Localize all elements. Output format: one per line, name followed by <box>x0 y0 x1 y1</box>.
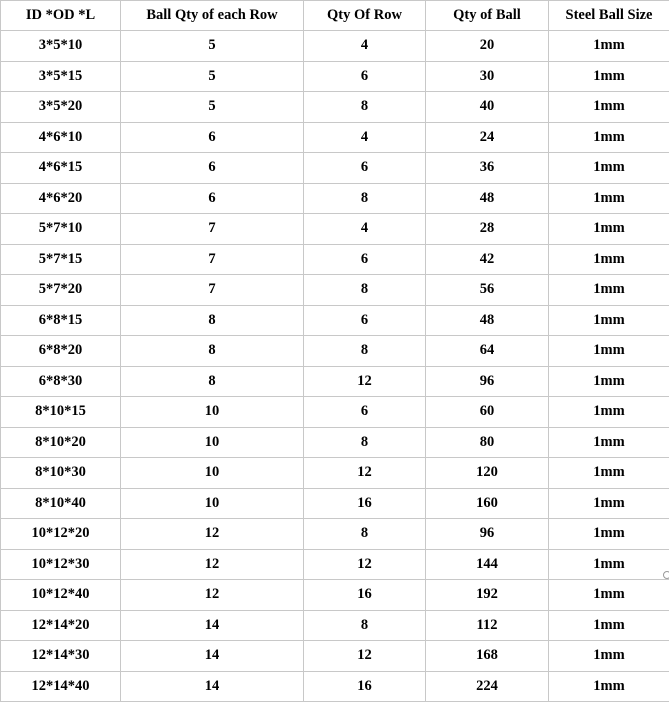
header-ball-qty-each-row: Ball Qty of each Row <box>121 1 304 31</box>
cell-steel-ball-size: 1mm <box>549 580 669 611</box>
cell-qty-of-row: 8 <box>304 275 426 306</box>
cell-qty-of-row: 6 <box>304 397 426 428</box>
table-body <box>1 31 669 702</box>
table-row <box>1 61 669 92</box>
cell-qty-of-row: 16 <box>304 580 426 611</box>
header-id-od-l: ID *OD *L <box>1 1 121 31</box>
cell-steel-ball-size: 1mm <box>549 641 669 672</box>
header-qty-of-ball: Qty of Ball <box>426 1 549 31</box>
cell-qty-of-row: 6 <box>304 61 426 92</box>
cell-steel-ball-size: 1mm <box>549 366 669 397</box>
cell-qty-of-ball: 144 <box>426 549 549 580</box>
cell-steel-ball-size: 1mm <box>549 488 669 519</box>
cell-ball-qty-each-row: 7 <box>121 275 304 306</box>
cell-steel-ball-size: 1mm <box>549 275 669 306</box>
cell-id-od-l: 4*6*20 <box>1 183 121 214</box>
table-row <box>1 397 669 428</box>
cell-qty-of-row: 8 <box>304 427 426 458</box>
table-row <box>1 92 669 123</box>
cell-steel-ball-size: 1mm <box>549 427 669 458</box>
cell-steel-ball-size: 1mm <box>549 244 669 275</box>
table-row <box>1 671 669 702</box>
table-row <box>1 488 669 519</box>
table-header <box>1 1 669 31</box>
table-row <box>1 580 669 611</box>
cell-ball-qty-each-row: 5 <box>121 31 304 62</box>
cell-qty-of-ball: 96 <box>426 366 549 397</box>
cell-steel-ball-size: 1mm <box>549 31 669 62</box>
cell-ball-qty-each-row: 10 <box>121 397 304 428</box>
cell-qty-of-ball: 60 <box>426 397 549 428</box>
cell-qty-of-ball: 120 <box>426 458 549 489</box>
cell-qty-of-ball: 40 <box>426 92 549 123</box>
table-row <box>1 214 669 245</box>
cell-id-od-l: 12*14*30 <box>1 641 121 672</box>
cell-steel-ball-size: 1mm <box>549 610 669 641</box>
table-row <box>1 31 669 62</box>
cell-steel-ball-size: 1mm <box>549 305 669 336</box>
table-row <box>1 519 669 550</box>
cell-ball-qty-each-row: 5 <box>121 92 304 123</box>
table-row <box>1 366 669 397</box>
table-row <box>1 610 669 641</box>
cell-qty-of-ball: 96 <box>426 519 549 550</box>
cell-qty-of-ball: 48 <box>426 183 549 214</box>
cell-qty-of-ball: 24 <box>426 122 549 153</box>
cell-ball-qty-each-row: 6 <box>121 122 304 153</box>
cell-id-od-l: 8*10*40 <box>1 488 121 519</box>
cell-id-od-l: 5*7*20 <box>1 275 121 306</box>
cell-qty-of-ball: 112 <box>426 610 549 641</box>
header-qty-of-row: Qty Of Row <box>304 1 426 31</box>
cell-id-od-l: 5*7*15 <box>1 244 121 275</box>
cell-ball-qty-each-row: 12 <box>121 549 304 580</box>
cell-qty-of-ball: 28 <box>426 214 549 245</box>
cell-id-od-l: 10*12*40 <box>1 580 121 611</box>
cell-ball-qty-each-row: 10 <box>121 427 304 458</box>
cell-id-od-l: 5*7*10 <box>1 214 121 245</box>
cell-qty-of-row: 4 <box>304 31 426 62</box>
cell-id-od-l: 3*5*20 <box>1 92 121 123</box>
cell-steel-ball-size: 1mm <box>549 214 669 245</box>
cell-id-od-l: 8*10*20 <box>1 427 121 458</box>
cell-ball-qty-each-row: 6 <box>121 183 304 214</box>
cell-steel-ball-size: 1mm <box>549 671 669 702</box>
table-row <box>1 153 669 184</box>
cell-ball-qty-each-row: 8 <box>121 366 304 397</box>
cell-id-od-l: 3*5*15 <box>1 61 121 92</box>
cell-qty-of-ball: 192 <box>426 580 549 611</box>
cell-qty-of-ball: 20 <box>426 31 549 62</box>
cell-qty-of-ball: 168 <box>426 641 549 672</box>
table-row <box>1 275 669 306</box>
cell-qty-of-ball: 30 <box>426 61 549 92</box>
cell-steel-ball-size: 1mm <box>549 183 669 214</box>
cell-qty-of-row: 12 <box>304 549 426 580</box>
cell-id-od-l: 6*8*15 <box>1 305 121 336</box>
cell-qty-of-row: 8 <box>304 336 426 367</box>
cell-steel-ball-size: 1mm <box>549 122 669 153</box>
cell-steel-ball-size: 1mm <box>549 549 669 580</box>
cell-qty-of-ball: 56 <box>426 275 549 306</box>
cell-ball-qty-each-row: 7 <box>121 214 304 245</box>
cell-qty-of-row: 6 <box>304 244 426 275</box>
cell-id-od-l: 10*12*30 <box>1 549 121 580</box>
cell-qty-of-row: 12 <box>304 366 426 397</box>
cell-ball-qty-each-row: 12 <box>121 580 304 611</box>
cell-ball-qty-each-row: 12 <box>121 519 304 550</box>
cell-id-od-l: 8*10*15 <box>1 397 121 428</box>
header-row <box>1 1 669 31</box>
cell-id-od-l: 6*8*20 <box>1 336 121 367</box>
cell-qty-of-row: 8 <box>304 610 426 641</box>
cell-qty-of-ball: 224 <box>426 671 549 702</box>
cell-qty-of-ball: 80 <box>426 427 549 458</box>
cell-qty-of-row: 16 <box>304 488 426 519</box>
cell-ball-qty-each-row: 10 <box>121 458 304 489</box>
table-row <box>1 641 669 672</box>
table-row <box>1 305 669 336</box>
cell-qty-of-row: 8 <box>304 519 426 550</box>
cell-steel-ball-size: 1mm <box>549 519 669 550</box>
cell-id-od-l: 6*8*30 <box>1 366 121 397</box>
cell-qty-of-ball: 42 <box>426 244 549 275</box>
cell-qty-of-row: 16 <box>304 671 426 702</box>
cell-id-od-l: 4*6*10 <box>1 122 121 153</box>
cell-ball-qty-each-row: 5 <box>121 61 304 92</box>
cell-qty-of-row: 4 <box>304 214 426 245</box>
table-row <box>1 458 669 489</box>
cell-ball-qty-each-row: 10 <box>121 488 304 519</box>
cell-qty-of-row: 6 <box>304 305 426 336</box>
cell-id-od-l: 12*14*40 <box>1 671 121 702</box>
cell-steel-ball-size: 1mm <box>549 336 669 367</box>
cell-ball-qty-each-row: 7 <box>121 244 304 275</box>
table-row <box>1 183 669 214</box>
cell-ball-qty-each-row: 8 <box>121 305 304 336</box>
cell-qty-of-ball: 160 <box>426 488 549 519</box>
cell-steel-ball-size: 1mm <box>549 153 669 184</box>
cell-qty-of-ball: 36 <box>426 153 549 184</box>
cell-steel-ball-size: 1mm <box>549 458 669 489</box>
cell-id-od-l: 3*5*10 <box>1 31 121 62</box>
edge-circle-icon <box>663 571 669 579</box>
cell-id-od-l: 4*6*15 <box>1 153 121 184</box>
table-row <box>1 427 669 458</box>
cell-ball-qty-each-row: 6 <box>121 153 304 184</box>
cell-steel-ball-size: 1mm <box>549 92 669 123</box>
cell-ball-qty-each-row: 14 <box>121 641 304 672</box>
cell-steel-ball-size: 1mm <box>549 61 669 92</box>
cell-qty-of-row: 12 <box>304 641 426 672</box>
cell-qty-of-ball: 48 <box>426 305 549 336</box>
cell-ball-qty-each-row: 14 <box>121 671 304 702</box>
table-row <box>1 244 669 275</box>
table-row <box>1 336 669 367</box>
header-steel-ball-size: Steel Ball Size <box>549 1 669 31</box>
cell-steel-ball-size: 1mm <box>549 397 669 428</box>
cell-qty-of-ball: 64 <box>426 336 549 367</box>
cell-qty-of-row: 12 <box>304 458 426 489</box>
cell-id-od-l: 10*12*20 <box>1 519 121 550</box>
table-row <box>1 549 669 580</box>
cell-qty-of-row: 4 <box>304 122 426 153</box>
table-row <box>1 122 669 153</box>
cell-id-od-l: 12*14*20 <box>1 610 121 641</box>
cell-qty-of-row: 8 <box>304 92 426 123</box>
cell-ball-qty-each-row: 8 <box>121 336 304 367</box>
cell-qty-of-row: 6 <box>304 153 426 184</box>
cell-id-od-l: 8*10*30 <box>1 458 121 489</box>
cell-ball-qty-each-row: 14 <box>121 610 304 641</box>
cell-qty-of-row: 8 <box>304 183 426 214</box>
